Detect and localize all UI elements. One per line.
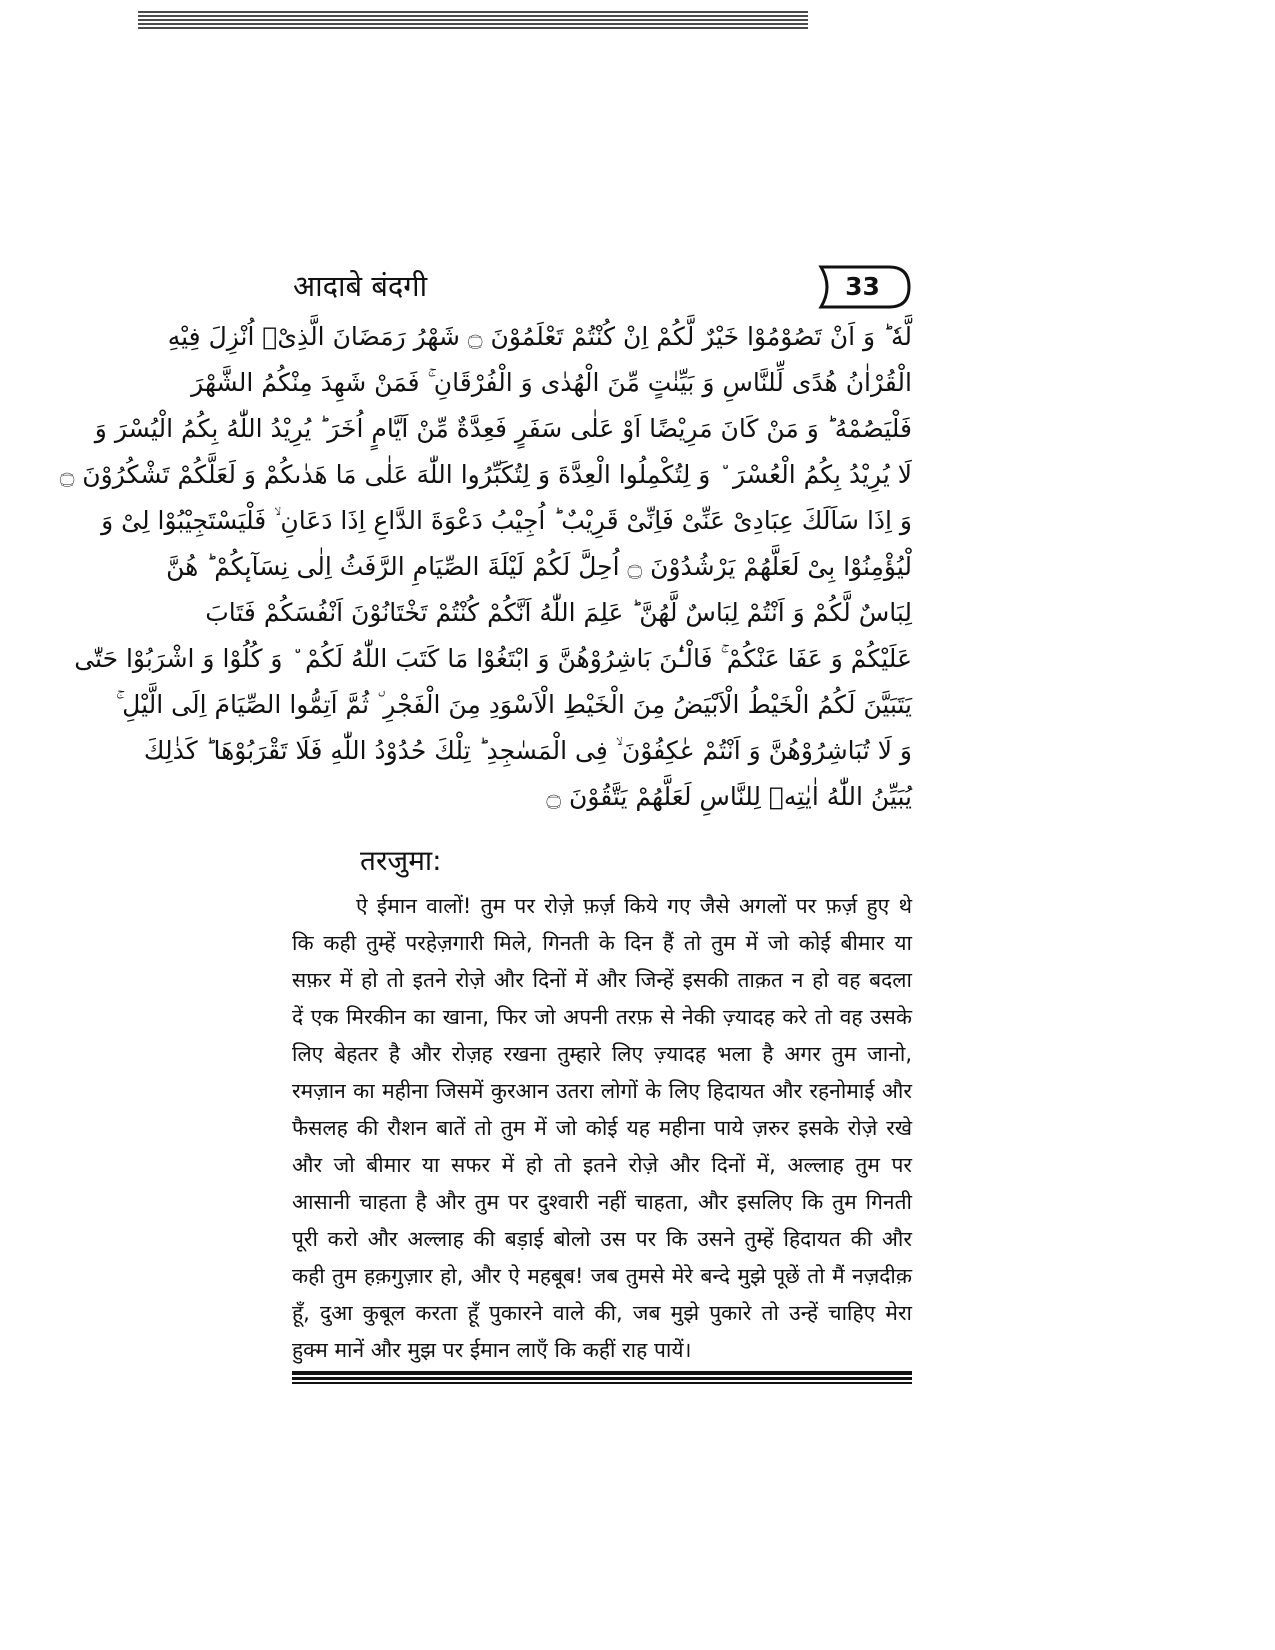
arabic-line: لَّهٗ ؕ وَ اَنْ تَصُوْمُوْا خَیْرٌ لَّكُمْ اِنْ كُنْتُمْ تَعْلَمُوْنَ ۝ شَهْرُ رَمَضَانَ الَّذِیْۤ اُنْزِلَ فِیْهِ bbox=[167, 322, 912, 351]
translation-line: कही तुम हक़गुज़ार हो, और ऐ महबूब! जब तुमसे मेरे बन्दे मुझे पूछें तो मैं नज़दीक़ bbox=[292, 1264, 912, 1288]
translation-paragraph bbox=[292, 888, 912, 1369]
translation-line: दें एक मिरकीन का खाना, फिर जो अपनी तरफ़ से नेकी ज़्यादह करे तो वह उसके bbox=[292, 1005, 912, 1029]
translation-line: हूँ, दुआ कुबूल करता हूँ पुकारने वाले की, जब मुझे पुकारे तो उन्हें चाहिए मेरा bbox=[292, 1301, 912, 1325]
arabic-verses bbox=[59, 314, 912, 820]
translation-line: सफ़र में हो तो इतने रोज़े और दिनों में और जिन्हें इसकी ताक़त न हो वह बदला bbox=[292, 968, 912, 992]
arabic-line: وَ اِذَا سَاَلَكَ عِبَادِیْ عَنِّیْ فَاِنِّیْ قَرِیْبٌ ؕ اُجِیْبُ دَعْوَةَ الدَّاعِ اِذَا دَعَانِ ۙ فَلْیَسْتَجِیْبُوْا لِیْ وَ bbox=[101, 506, 912, 535]
arabic-line: یُبَیِّنُ اللّٰهُ اٰیٰتِهٖ لِلنَّاسِ لَعَلَّهُمْ یَتَّقُوْنَ ۝ bbox=[546, 782, 912, 811]
translation-line: आसानी चाहता है और तुम पर दुश्वारी नहीं चाहता, और इसलिए कि तुम गिनती bbox=[292, 1190, 912, 1214]
arabic-line: لَا یُرِیْدُ بِكُمُ الْعُسْرَ ٘ وَ لِتُكْمِلُوا الْعِدَّةَ وَ لِتُكَبِّرُوا اللّٰهَ عَلٰى مَا هَدٰىكُمْ وَ لَعَلَّكُمْ تَشْكُرُوْنَ ۝ bbox=[59, 460, 912, 489]
translation-line: कि कही तुम्हें परहेज़गारी मिले, गिनती के दिन हैं तो तुम में जो कोई बीमार या bbox=[292, 931, 912, 955]
translation-line: और जो बीमार या सफर में हो तो इतने रोज़े और दिनों में, अल्लाह तुम पर bbox=[292, 1153, 912, 1177]
footer-rule bbox=[292, 1371, 912, 1385]
arabic-line: یَتَبَیَّنَ لَكُمُ الْخَیْطُ الْاَبْیَضُ مِنَ الْخَیْطِ الْاَسْوَدِ مِنَ الْفَجْرِ ٘ ثُمَّ اَتِمُّوا الصِّیَامَ اِلَى الَّیْلِ ۚ bbox=[115, 690, 912, 719]
translation-line: फैसलह की रौशन बातें तो तुम में जो कोई यह महीना पाये ज़रुर इसके रोज़े रखे bbox=[292, 1116, 912, 1140]
translation-heading: तरजुमा: bbox=[360, 844, 442, 877]
arabic-line: لِبَاسٌ لَّكُمْ وَ اَنْتُمْ لِبَاسٌ لَّهُنَّ ؕ عَلِمَ اللّٰهُ اَنَّكُمْ كُنْتُمْ تَخْتَانُوْنَ اَنْفُسَكُمْ فَتَابَ bbox=[205, 598, 912, 627]
header-rule-lines bbox=[138, 10, 808, 30]
arabic-line: الْقُرْاٰنُ هُدًى لِّلنَّاسِ وَ بَیِّنٰتٍ مِّنَ الْهُدٰى وَ الْفُرْقَانِ ۚ فَمَنْ شَهِدَ مِنْكُمُ الشَّهْرَ bbox=[191, 368, 912, 397]
arabic-line: فَلْیَصُمْهُ ؕ وَ مَنْ كَانَ مَرِیْضًا اَوْ عَلٰى سَفَرٍ فَعِدَّةٌ مِّنْ اَیَّامٍ اُخَرَ ؕ یُرِیْدُ اللّٰهُ بِكُمُ الْیُسْرَ وَ bbox=[94, 414, 912, 443]
arabic-line: وَ لَا تُبَاشِرُوْهُنَّ وَ اَنْتُمْ عٰكِفُوْنَ ۙ فِی الْمَسٰجِدِ ؕ تِلْكَ حُدُوْدُ اللّٰهِ فَلَا تَقْرَبُوْهَا ؕ كَذٰلِكَ bbox=[143, 736, 912, 765]
book-title: आदाबे बंदगी bbox=[293, 269, 428, 303]
arabic-line: لْیُؤْمِنُوْا بِیْ لَعَلَّهُمْ یَرْشُدُوْنَ ۝ اُحِلَّ لَكُمْ لَیْلَةَ الصِّیَامِ الرَّفَثُ اِلٰى نِسَآىٕكُمْ ؕ هُنَّ bbox=[166, 552, 912, 581]
translation-line: पूरी करो और अल्लाह की बड़ाई बोलो उस पर कि उसने तुम्हें हिदायत की और bbox=[292, 1227, 912, 1251]
page-number: 33 bbox=[845, 272, 880, 301]
arabic-line: عَلَیْكُمْ وَ عَفَا عَنْكُمْ ۚ فَالْـٰٔنَ بَاشِرُوْهُنَّ وَ ابْتَغُوْا مَا كَتَبَ اللّٰهُ لَكُمْ ٘ وَ كُلُوْا وَ اشْرَبُوْا حَتّٰى bbox=[74, 644, 912, 673]
translation-line: रमज़ान का महीना जिसमें कुरआन उतरा लोगों के लिए हिदायत और रहनोमाई और bbox=[292, 1079, 912, 1103]
translation-line: हुक्म मानें और मुझ पर ईमान लाएँ कि कहीं राह पायें। bbox=[292, 1338, 692, 1362]
translation-line: लिए बेहतर है और रोज़ह रखना तुम्हारे लिए ज़्यादह भला है अगर तुम जानो, bbox=[292, 1042, 912, 1066]
translation-line: ऐ ईमान वालों! तुम पर रोज़े फ़र्ज़ किये गए जैसे अगलों पर फ़र्ज़ हुए थे bbox=[356, 894, 912, 918]
